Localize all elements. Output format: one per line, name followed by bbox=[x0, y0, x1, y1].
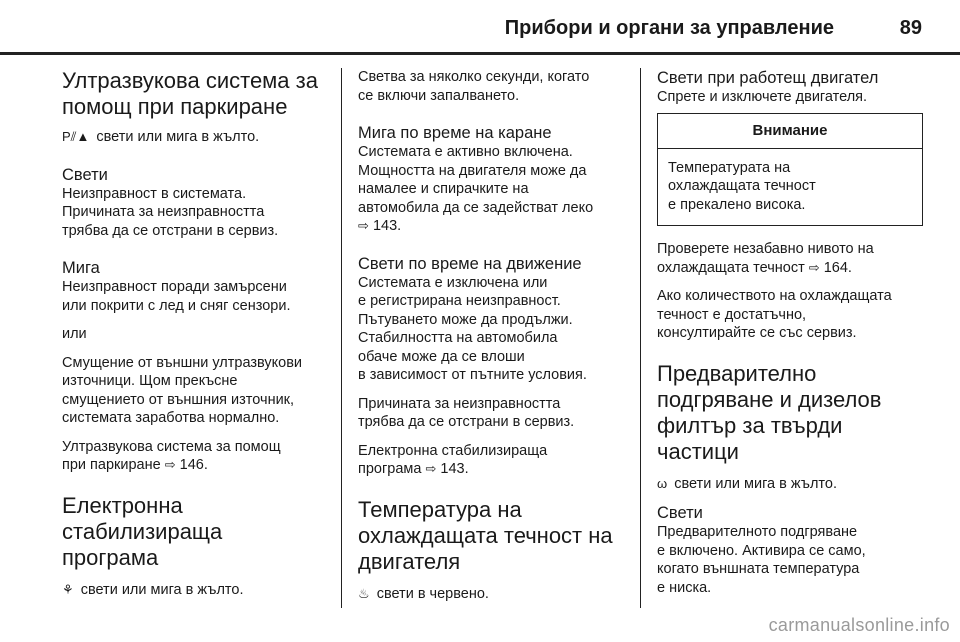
esp-icon: ⚘ bbox=[62, 581, 74, 597]
column-2 bbox=[358, 68, 624, 603]
section-title-preheating: Предварително подгряване и дизелов филтър за твърди частици bbox=[657, 360, 882, 464]
section-title-parking-assist: Ултразвукова система за помощ при паркиране bbox=[62, 68, 318, 119]
arrow-icon: ⇨ bbox=[164, 457, 176, 472]
subheading-sveti: Свети bbox=[657, 504, 703, 522]
subheading-miga: Мига bbox=[62, 259, 100, 277]
subheading-sveti-dvizhenie: Свети по време на движение bbox=[358, 254, 582, 273]
glow-plug-icon: ω bbox=[657, 475, 668, 491]
cross-reference[interactable]: 164. bbox=[823, 259, 852, 276]
warning-title: Внимание bbox=[658, 114, 922, 149]
column-3 bbox=[657, 68, 923, 597]
column-divider bbox=[640, 68, 641, 608]
paragraph: Светва за няколко секунди, когато се включи запалването. bbox=[358, 69, 590, 104]
section-title-esp: Електронна стабилизираща програма bbox=[62, 492, 223, 570]
cross-reference[interactable]: Ултразвукова система за помощ при паркиране ⇨ 146. bbox=[62, 438, 281, 473]
paragraph: Предварителното подгряване е включено. Активира се само, когато външната температура е ниска. bbox=[657, 524, 866, 596]
cross-reference[interactable]: Електронна стабилизираща програма ⇨ 143. bbox=[358, 442, 548, 477]
header-divider bbox=[0, 52, 960, 55]
parking-assist-intro: P⫽▲ свети или мига в жълто. bbox=[62, 129, 260, 145]
coolant-temperature-icon: ♨ bbox=[358, 585, 370, 601]
subheading-sveti: Свети bbox=[62, 165, 108, 184]
subheading-miga-karane: Мига по време на каране bbox=[358, 124, 552, 142]
esp-intro: ⚘ свети или мига в жълто. bbox=[62, 581, 244, 598]
page-number: 89 bbox=[899, 17, 922, 39]
watermark: carmanualsonline.info bbox=[768, 615, 950, 635]
paragraph: или bbox=[62, 326, 87, 342]
arrow-icon: ⇨ bbox=[808, 259, 820, 275]
paragraph: Ако количеството на охлаждащата течност е достатъчно, консултирайте се със сервиз. bbox=[657, 288, 892, 341]
page-title: Прибори и органи за управление bbox=[504, 17, 834, 39]
page-header bbox=[0, 0, 960, 54]
column-1 bbox=[62, 68, 334, 599]
subheading-engine-running: Свети при работещ двигател bbox=[657, 69, 879, 87]
preheating-intro: ω свети или мига в жълто. bbox=[657, 475, 837, 492]
paragraph: Проверете незабавно нивото на охлаждащата течност ⇨ 164. bbox=[657, 241, 874, 276]
paragraph: Системата е активно включена. Мощността на двигателя може да намалее и спирачките на автомобила да се задействат леко ⇨ 143. bbox=[358, 144, 594, 234]
paragraph: Спрете и изключете двигателя. bbox=[657, 89, 868, 105]
cross-reference[interactable]: 143. bbox=[372, 218, 402, 234]
paragraph: Системата е изключена или е регистрирана неизправност. Пътуването може да продължи. Стабилността на автомобила обаче може да се влоши в зависимост от пътните условия. bbox=[358, 274, 587, 383]
arrow-icon: ⇨ bbox=[425, 461, 437, 476]
column-divider bbox=[341, 68, 342, 608]
paragraph: Смущение от външни ултразвукови източници. Щом прекъсне смущението от външния източник, системата заработва нормално. bbox=[62, 354, 303, 426]
warning-body: Температурата на охлаждащата течност е прекалено висока. bbox=[668, 159, 816, 213]
coolant-intro: ♨ свети в червено. bbox=[358, 585, 489, 602]
arrow-icon: ⇨ bbox=[358, 218, 369, 233]
warning-box bbox=[657, 113, 923, 227]
paragraph: Причината за неизправността трябва да се отстрани в сервиз. bbox=[358, 395, 575, 430]
section-title-coolant: Температура на охлаждащата течност на двигателя bbox=[358, 496, 613, 574]
parking-assist-icon: P⫽▲ bbox=[62, 129, 90, 144]
paragraph: Неизправност поради замърсени или покрити с лед и сняг сензори. bbox=[62, 279, 291, 314]
paragraph: Неизправност в системата. Причината за неизправността трябва да се отстрани в сервиз. bbox=[62, 185, 279, 239]
